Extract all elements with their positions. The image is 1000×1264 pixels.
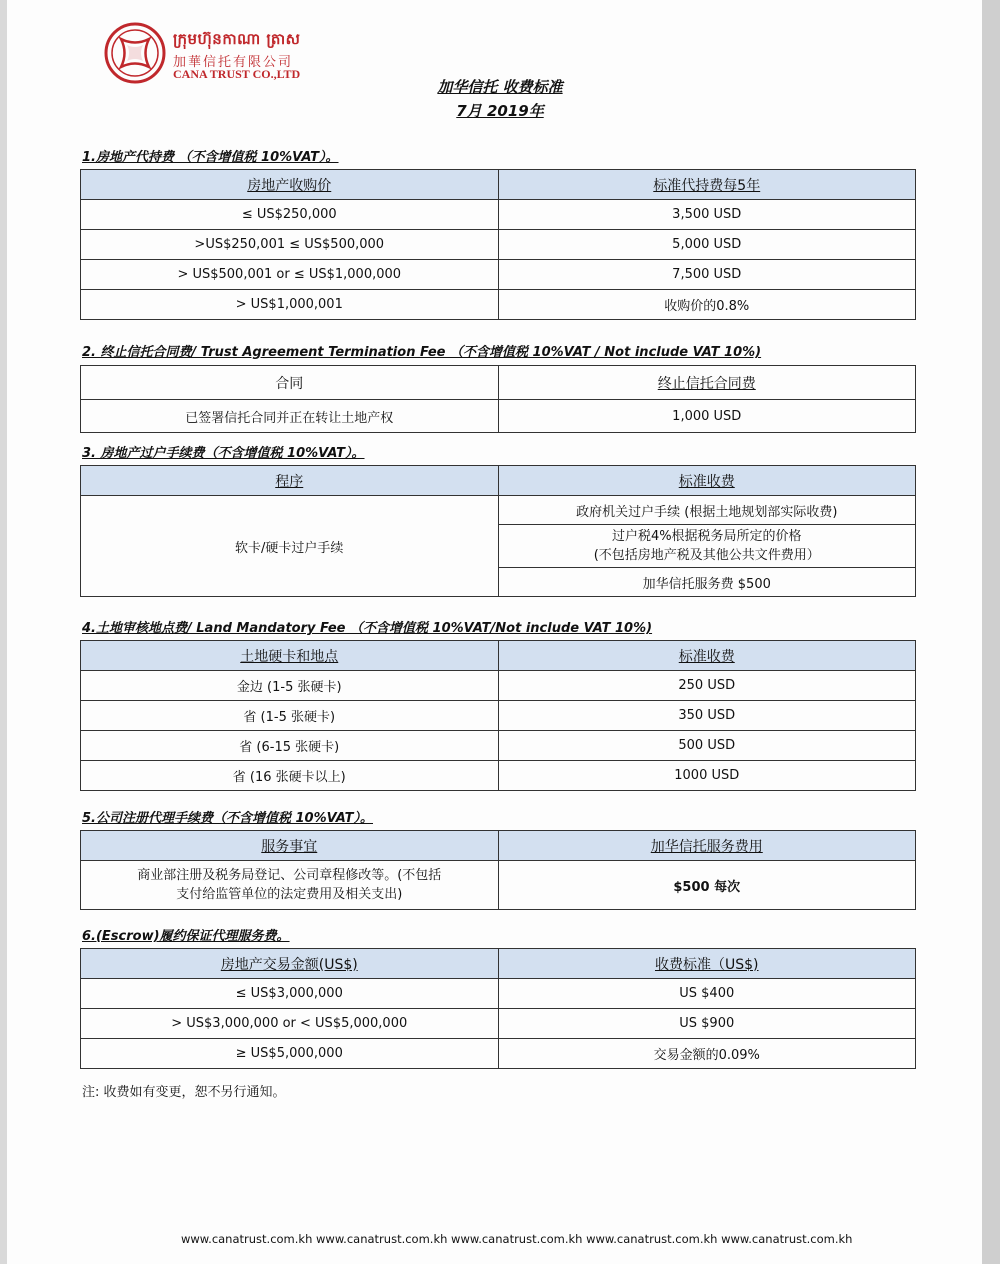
- table-cell: US $400: [498, 979, 916, 1009]
- table-cell: ≤ US$3,000,000: [81, 979, 499, 1009]
- column-header: 土地硬卡和地点: [81, 641, 499, 671]
- table-header-row: [81, 641, 916, 671]
- column-header: 收费标准（US$): [498, 949, 916, 979]
- section-3-heading: 3. 房地产过户手续费（不含增值税 10%VAT）。: [82, 446, 365, 461]
- table-cell: 500 USD: [498, 731, 916, 761]
- section-1-table: [80, 169, 916, 320]
- table-row: [81, 260, 916, 290]
- table-cell: 省 (1-5 张硬卡): [81, 701, 499, 731]
- column-header: 加华信托服务费用: [498, 831, 916, 861]
- table-cell: > US$1,000,001: [81, 290, 499, 320]
- logo-khmer-text: ក្រុមហ៊ុនកាណា ត្រាស: [173, 30, 301, 48]
- service-line: 支付给监管单位的法定费用及相关支出): [176, 887, 403, 902]
- footer-links: www.canatrust.com.kh www.canatrust.com.kh www.canatrust.com.kh www.canatrust.com.kh www.canatrust.com.kh: [181, 1232, 853, 1246]
- table-cell: 1000 USD: [498, 761, 916, 791]
- table-row: [81, 979, 916, 1009]
- table-row: [81, 496, 916, 525]
- document-date: 7月 2019年: [456, 102, 544, 120]
- table-cell: ≤ US$250,000: [81, 200, 499, 230]
- table-cell: > US$3,000,000 or < US$5,000,000: [81, 1009, 499, 1039]
- column-header: 终止信托合同费: [498, 366, 916, 400]
- table-row: [81, 671, 916, 701]
- table-cell: 1,000 USD: [498, 400, 916, 433]
- table-cell: 收购价的0.8%: [498, 290, 916, 320]
- table-cell: 3,500 USD: [498, 200, 916, 230]
- column-header: 程序: [81, 466, 499, 496]
- column-header: 标准收费: [498, 641, 916, 671]
- table-row: [81, 861, 916, 910]
- table-header-row: [81, 831, 916, 861]
- table-cell: 5,000 USD: [498, 230, 916, 260]
- column-header: 房地产收购价: [81, 170, 499, 200]
- service-line: 商业部注册及税务局登记、公司章程修改等。(不包括: [137, 868, 442, 883]
- table-cell: 7,500 USD: [498, 260, 916, 290]
- document-title: 加华信托 收费标准: [437, 78, 563, 96]
- table-cell: >US$250,001 ≤ US$500,000: [81, 230, 499, 260]
- table-row: [81, 1039, 916, 1069]
- table-row: [81, 230, 916, 260]
- table-row: [81, 1009, 916, 1039]
- table-cell: 金边 (1-5 张硬卡): [81, 671, 499, 701]
- table-cell: 350 USD: [498, 701, 916, 731]
- section-1-heading: 1.房地产代持费 （不含增值税 10%VAT）。: [82, 150, 339, 165]
- section-5-table: [80, 830, 916, 910]
- table-cell: 250 USD: [498, 671, 916, 701]
- table-cell: 省 (6-15 张硬卡): [81, 731, 499, 761]
- section-4-heading: 4.土地审核地点费/ Land Mandatory Fee （不含增值税 10%VAT/Not include VAT 10%): [82, 621, 653, 636]
- procedure-cell: 软卡/硬卡过户手续: [81, 496, 499, 597]
- column-header: 房地产交易金额(US$): [81, 949, 499, 979]
- company-seal-icon: [103, 22, 167, 84]
- section-5-heading: 5.公司注册代理手续费（不含增值税 10%VAT）。: [82, 811, 373, 826]
- table-cell: > US$500,001 or ≤ US$1,000,000: [81, 260, 499, 290]
- logo-english-text: CANA TRUST CO.,LTD: [173, 67, 301, 81]
- footnote: 注: 收费如有变更，恕不另行通知。: [82, 1085, 286, 1100]
- table-cell: 省 (16 张硬卡以上): [81, 761, 499, 791]
- table-cell: [498, 525, 916, 568]
- table-row: [81, 290, 916, 320]
- table-row: [81, 200, 916, 230]
- scan-edge-left: [0, 0, 7, 1264]
- fee-line: (不包括房地产税及其他公共文件费用）: [593, 548, 820, 563]
- section-6-table: [80, 948, 916, 1069]
- table-row: [81, 400, 916, 433]
- table-cell: $500 每次: [498, 861, 916, 910]
- table-cell: 加华信托服务费 $500: [498, 568, 916, 597]
- table-row: [81, 731, 916, 761]
- table-cell: 已签署信托合同并正在转让土地产权: [81, 400, 499, 433]
- table-row: [81, 761, 916, 791]
- fee-line: 过户税4%根据税务局所定的价格: [611, 529, 802, 544]
- table-cell: 政府机关过户手续 (根据土地规划部实际收费): [498, 496, 916, 525]
- column-header: 服务事宜: [81, 831, 499, 861]
- table-cell: 交易金额的0.09%: [498, 1039, 916, 1069]
- column-header: 标准收费: [498, 466, 916, 496]
- column-header: 标准代持费每5年: [498, 170, 916, 200]
- table-header-row: [81, 366, 916, 400]
- section-6-heading: 6.(Escrow)履约保证代理服务费。: [82, 929, 290, 944]
- table-header-row: [81, 170, 916, 200]
- section-2-heading: 2. 终止信托合同费/ Trust Agreement Termination Fee （不含增值税 10%VAT / Not include VAT 10%): [82, 345, 762, 360]
- section-2-table: [80, 365, 916, 433]
- table-cell: ≥ US$5,000,000: [81, 1039, 499, 1069]
- table-header-row: [81, 949, 916, 979]
- logo-chinese-text: 加華信托有限公司: [173, 55, 294, 70]
- company-logo: [103, 22, 333, 84]
- table-row: [81, 701, 916, 731]
- service-cell: [81, 861, 499, 910]
- table-header-row: [81, 466, 916, 496]
- table-cell: US $900: [498, 1009, 916, 1039]
- column-header: 合同: [81, 366, 499, 400]
- section-3-table: [80, 465, 916, 597]
- scan-edge-right: [982, 0, 1000, 1264]
- section-4-table: [80, 640, 916, 791]
